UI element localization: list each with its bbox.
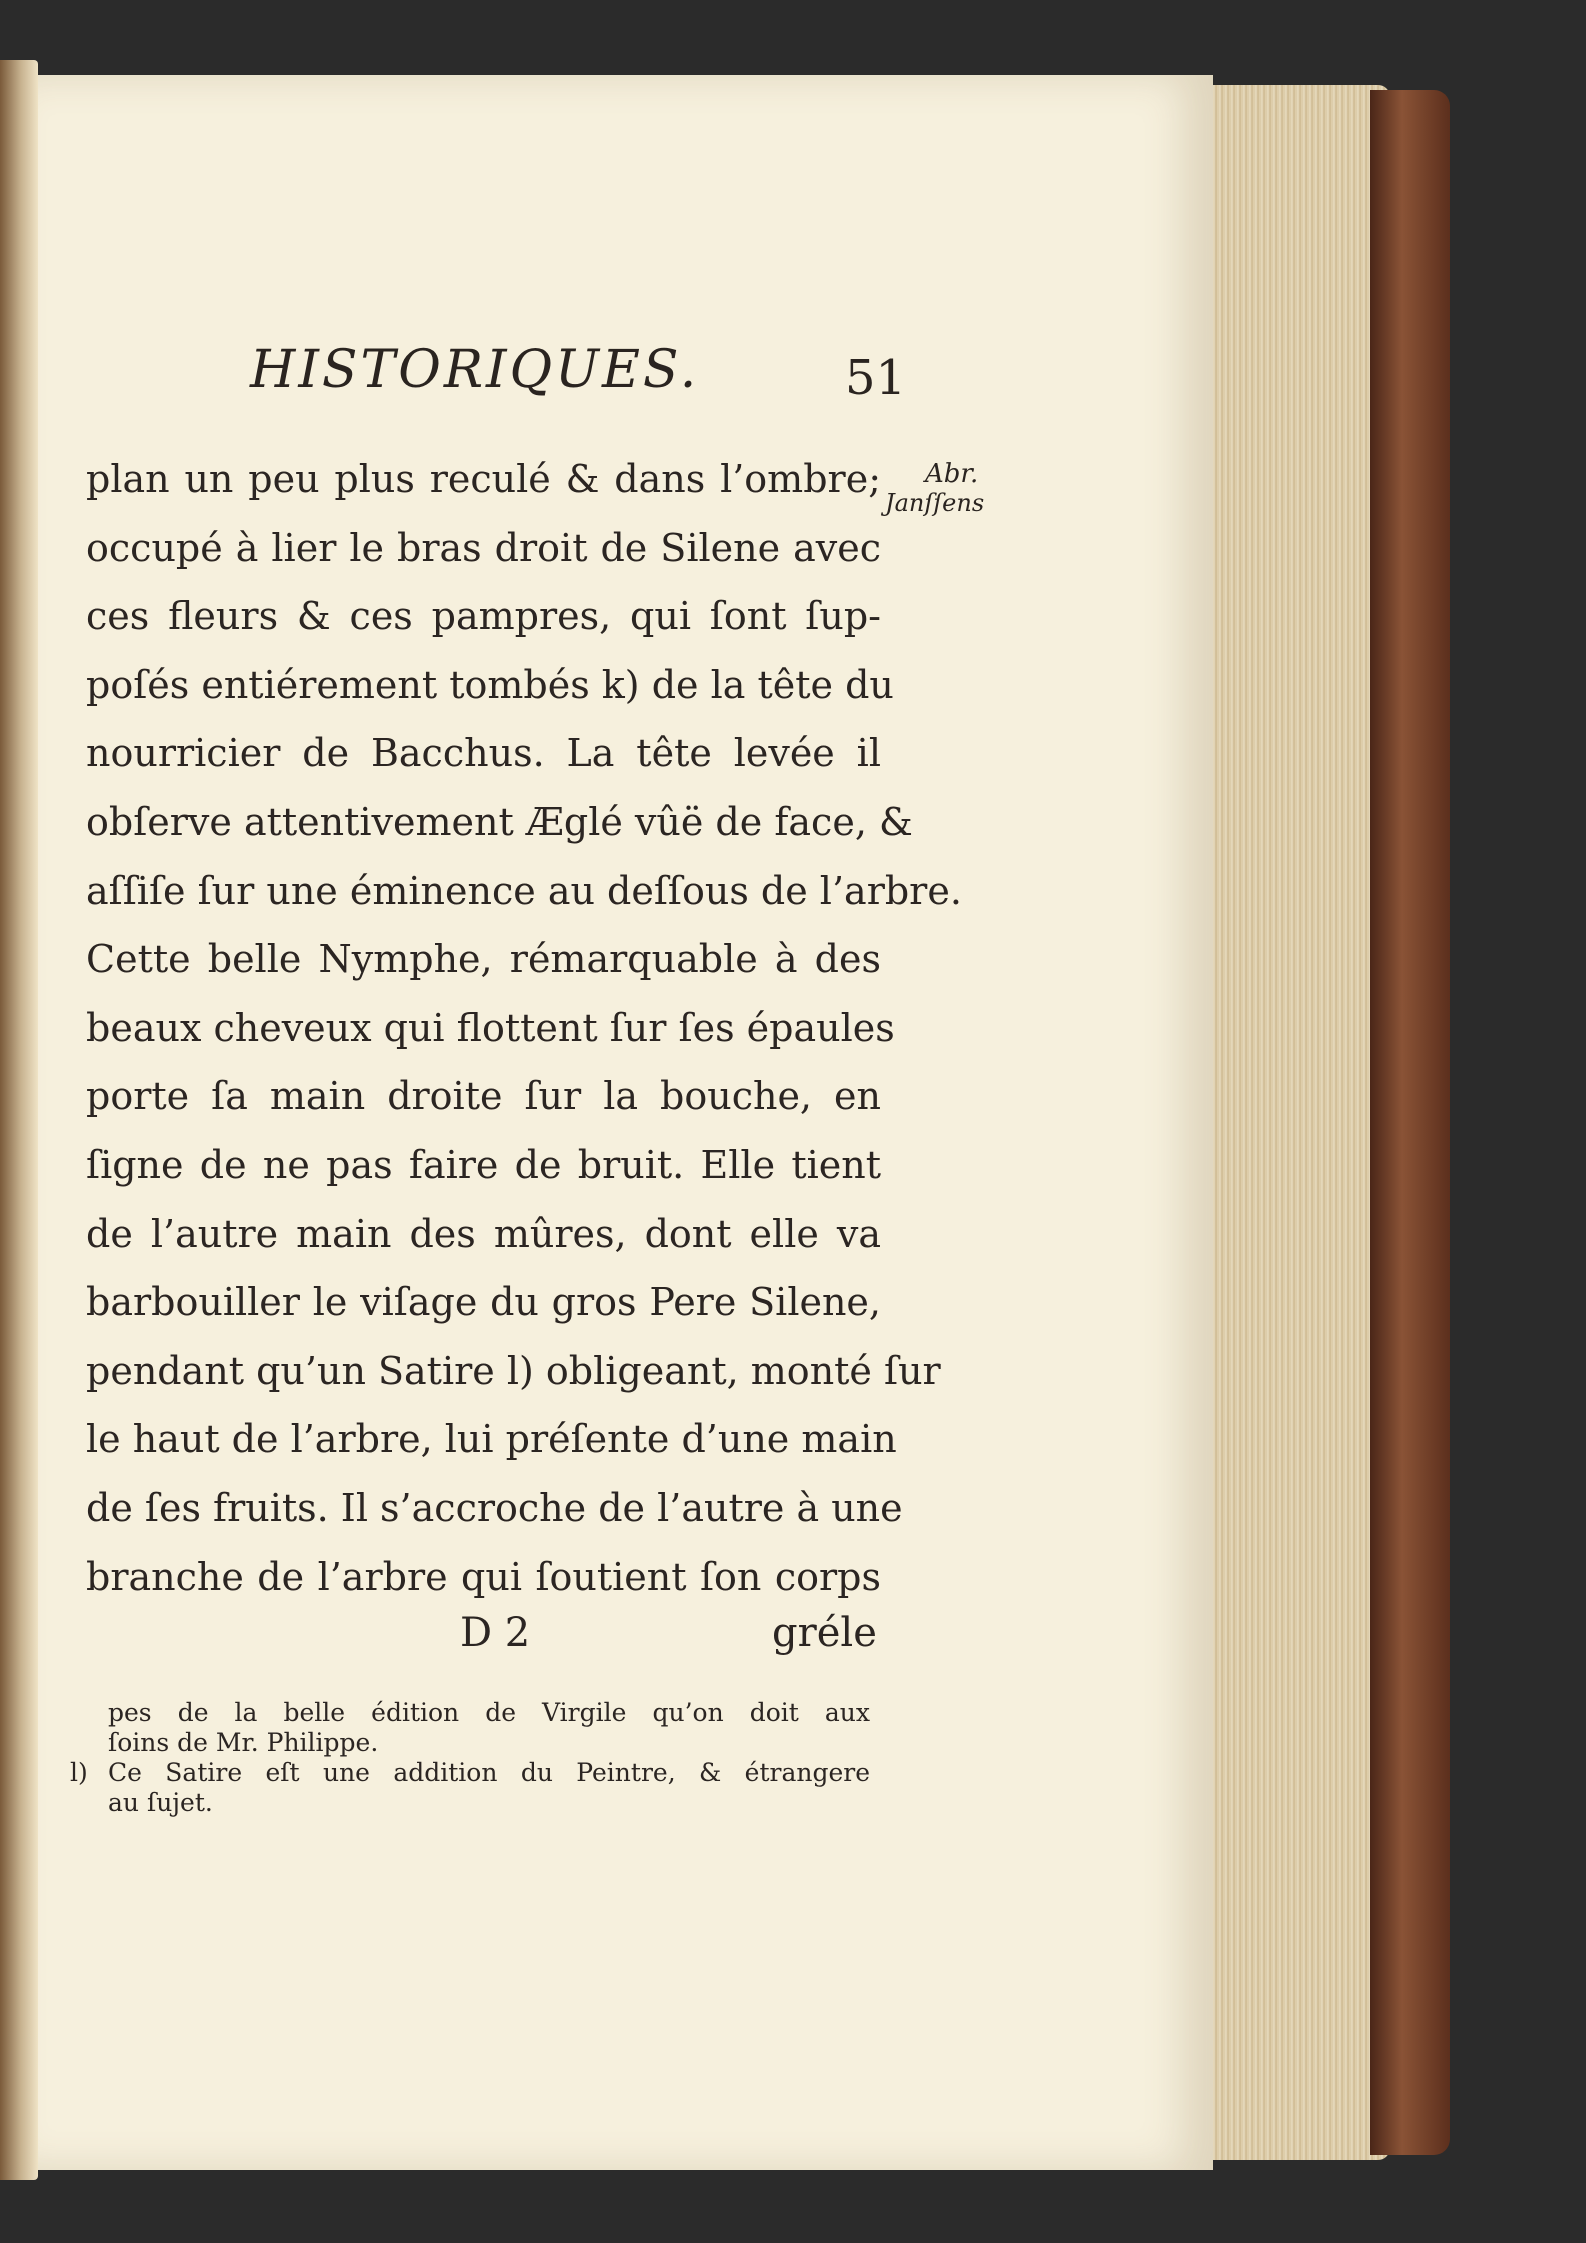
text-line: barbouiller le viſage du gros Pere Silene,	[86, 1280, 881, 1325]
text-line: poſés entiérement tombés k) de la tête du	[86, 662, 894, 707]
text-line: porte ſa main droite ſur la bouche, en	[86, 1074, 881, 1119]
text-line: de ſes fruits. Il s’accroche de l’autre à une	[86, 1485, 903, 1530]
footnote-line: ſoins de Mr. Philippe.	[108, 1728, 379, 1757]
text-line: ſigne de ne pas faire de bruit. Elle tient	[86, 1142, 881, 1187]
text-line: le haut de l’arbre, lui préſente d’une main	[86, 1417, 897, 1462]
text-line: beaux cheveux qui flottent ſur ſes épaules	[86, 1005, 895, 1050]
margin-note	[885, 460, 1015, 517]
footnote-marker: l)	[70, 1758, 88, 1787]
footnote-line: Ce Satire eſt une addition du Peintre, & étrangere	[108, 1758, 870, 1787]
text-line: obſerve attentivement Æglé vûë de face, &	[86, 799, 913, 844]
margin-note-line: Abr.	[925, 459, 979, 489]
footnote-line: pes de la belle édition de Virgile qu’on doit aux	[108, 1698, 870, 1727]
page-number: 51	[845, 350, 907, 406]
text-line: pendant qu’un Satire l) obligeant, monté ſur	[86, 1348, 941, 1393]
text-line: occupé à lier le bras droit de Silene avec	[86, 525, 881, 570]
text-line: de l’autre main des mûres, dont elle va	[86, 1211, 881, 1256]
margin-note-line: Janſſens	[885, 488, 985, 517]
catchword: gréle	[772, 1610, 877, 1656]
footnotes	[70, 1698, 870, 1818]
footnote-l	[70, 1758, 870, 1788]
footnote-line: au ſujet.	[108, 1788, 213, 1817]
text-line: Cette belle Nymphe, rémarquable à des	[86, 937, 881, 982]
page-block-edges	[1200, 85, 1390, 2160]
signature-mark: D 2	[460, 1610, 531, 1656]
text-line: aſſiſe ſur une éminence au deſſous de l’arbre.	[86, 868, 962, 913]
text-line: ces fleurs & ces pampres, qui ſont ſup-	[86, 594, 881, 639]
text-line: plan un peu plus reculé & dans l’ombre;	[86, 457, 881, 501]
running-head: HISTORIQUES.	[250, 340, 700, 400]
left-page-edge	[0, 60, 38, 2180]
text-line: branche de l’arbre qui ſoutient ſon corps	[86, 1554, 881, 1599]
text-line: nourricier de Bacchus. La tête levée il	[86, 731, 881, 776]
book-cover	[1370, 90, 1450, 2155]
